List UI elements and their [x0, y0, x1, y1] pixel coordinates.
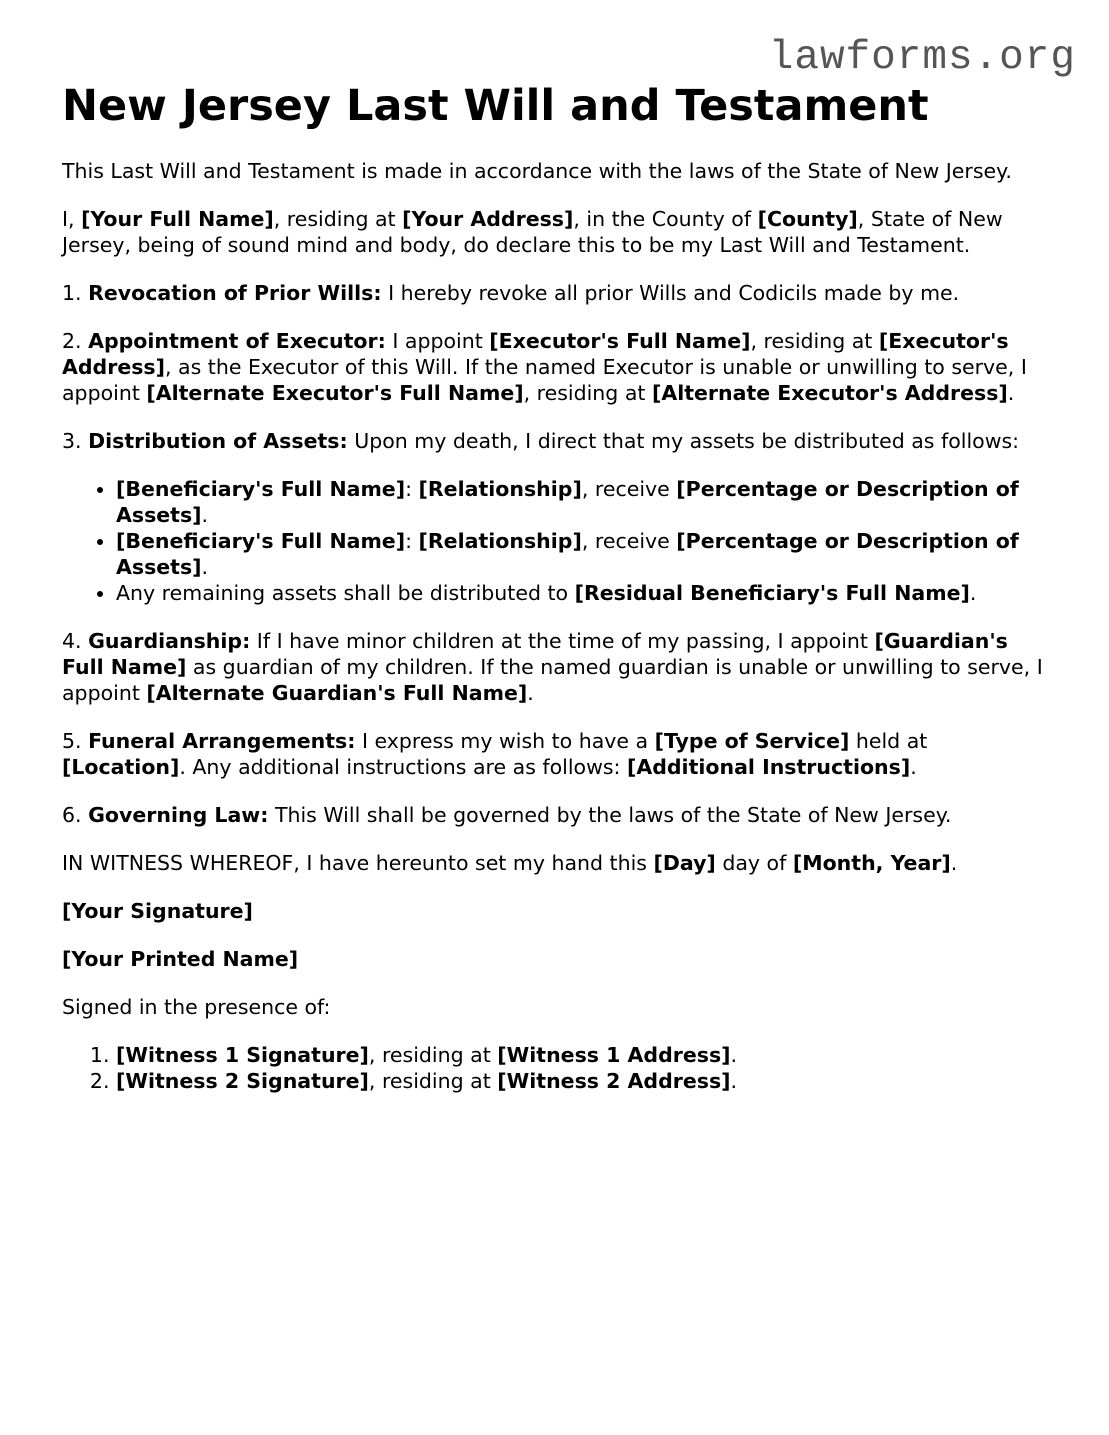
- list-item: • [Beneficiary's Full Name]: [Relationship], receive [Percentage or Description of Assets].: [116, 528, 1052, 580]
- signature-line: [62, 898, 1052, 924]
- section-heading: Distribution of Assets:: [88, 429, 348, 453]
- field-asset-share: [Percentage or Description of Assets]: [116, 477, 1019, 527]
- section-distribution: 3. Distribution of Assets: Upon my death, I direct that my assets be distributed as follows:: [62, 429, 1020, 453]
- beneficiary-list: [62, 476, 1052, 606]
- field-beneficiary-name: [Beneficiary's Full Name]: [116, 529, 406, 553]
- field-alt-executor-address: [Alternate Executor's Address]: [651, 381, 1008, 405]
- field-county: [County]: [757, 207, 858, 231]
- section-guardianship: 4. Guardianship: If I have minor children at the time of my passing, I appoint [Guardian's Full Name] as guardian of my children. If the named guardian is unable or unwilling to serve, I appoint [Alternate Guardian's Full Name].: [62, 629, 1043, 705]
- printed-name-line: [62, 946, 1052, 972]
- field-relationship: [Relationship]: [418, 529, 582, 553]
- field-asset-share: [Percentage or Description of Assets]: [116, 529, 1019, 579]
- field-witness-signature: [Witness 1 Signature]: [116, 1043, 369, 1067]
- field-month-year: [Month, Year]: [792, 851, 951, 875]
- witness-list: [62, 1042, 1052, 1094]
- section-revocation: 1. Revocation of Prior Wills: I hereby revoke all prior Wills and Codicils made by me.: [62, 281, 960, 305]
- field-witness-address: [Witness 1 Address]: [497, 1043, 731, 1067]
- document-title: New Jersey Last Will and Testament: [62, 81, 929, 131]
- declaration-paragraph: I, [Your Full Name], residing at [Your Address], in the County of [County], State of New Jersey, being of sound mind and body, do declare this to be my Last Will and Testament.: [62, 207, 1003, 257]
- field-witness-address: [Witness 2 Address]: [497, 1069, 731, 1093]
- section-heading: Governing Law:: [88, 803, 269, 827]
- intro-paragraph: This Last Will and Testament is made in accordance with the laws of the State of New Jersey.: [62, 159, 1012, 183]
- section-executor: 2. Appointment of Executor: I appoint [Executor's Full Name], residing at [Executor's Address], as the Executor of this Will. If the named Executor is unable or unwilling to serve, I appoint [Alternate Executor's Full Name], residing at [Alternate Executor's Address].: [62, 329, 1027, 405]
- field-day: [Day]: [653, 851, 716, 875]
- document-body: [62, 78, 1052, 1116]
- field-witness-signature: [Witness 2 Signature]: [116, 1069, 369, 1093]
- list-item: • [Beneficiary's Full Name]: [Relationship], receive [Percentage or Description of Assets].: [116, 476, 1052, 528]
- section-governing-law: 6. Governing Law: This Will shall be governed by the laws of the State of New Jersey.: [62, 803, 952, 827]
- field-beneficiary-name: [Beneficiary's Full Name]: [116, 477, 406, 501]
- field-location: [Location]: [62, 755, 180, 779]
- field-your-full-name: [Your Full Name]: [81, 207, 274, 231]
- field-residual-beneficiary: [Residual Beneficiary's Full Name]: [574, 581, 970, 605]
- list-item: 1. [Witness 1 Signature], residing at [Witness 1 Address].: [116, 1042, 1052, 1068]
- field-additional-instructions: [Additional Instructions]: [626, 755, 911, 779]
- section-funeral: 5. Funeral Arrangements: I express my wish to have a [Type of Service] held at [Location]. Any additional instructions are as follows: [Additional Instructions].: [62, 729, 928, 779]
- field-alt-guardian-name: [Alternate Guardian's Full Name]: [146, 681, 528, 705]
- list-item: 2. [Witness 2 Signature], residing at [Witness 2 Address].: [116, 1068, 1052, 1094]
- section-heading: Guardianship:: [88, 629, 251, 653]
- list-item: • Any remaining assets shall be distributed to [Residual Beneficiary's Full Name].: [116, 580, 1052, 606]
- field-your-signature: [Your Signature]: [62, 899, 253, 923]
- presence-statement: Signed in the presence of:: [62, 995, 331, 1019]
- section-heading: Funeral Arrangements:: [88, 729, 356, 753]
- site-brand: lawforms.org: [768, 35, 1076, 81]
- field-service-type: [Type of Service]: [654, 729, 850, 753]
- field-executor-name: [Executor's Full Name]: [489, 329, 751, 353]
- field-executor-address: [Executor's Address]: [62, 329, 1009, 379]
- field-printed-name: [Your Printed Name]: [62, 947, 299, 971]
- field-alt-executor-name: [Alternate Executor's Full Name]: [146, 381, 524, 405]
- field-your-address: [Your Address]: [402, 207, 574, 231]
- field-guardian-name: [Guardian's Full Name]: [62, 629, 1008, 679]
- field-relationship: [Relationship]: [418, 477, 582, 501]
- section-heading: Revocation of Prior Wills:: [88, 281, 382, 305]
- section-heading: Appointment of Executor:: [88, 329, 386, 353]
- witness-clause: IN WITNESS WHEREOF, I have hereunto set my hand this [Day] day of [Month, Year].: [62, 851, 958, 875]
